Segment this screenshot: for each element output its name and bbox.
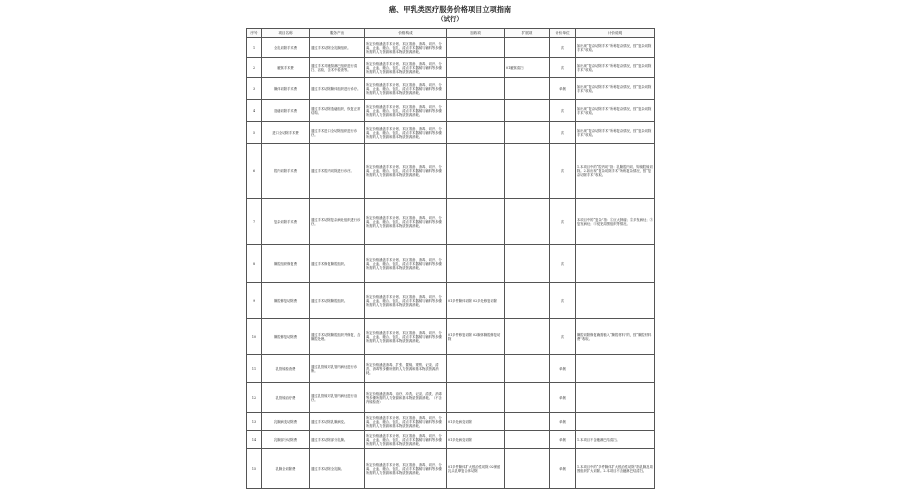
cell-note: 本项目中的“复杂”指：①巨大肿瘤；②多发病灶；③复发病灶；④侵犯周围组织等情况。 — [576, 199, 655, 245]
cell-output: 通过乳管镜对乳管内病灶进行诊断。 — [310, 355, 365, 383]
cell-output: 通过手术切除腺腔组织。 — [310, 283, 365, 319]
cell-note: 1.本项目不含腋淋巴结清扫。 — [576, 431, 655, 449]
table-row — [247, 245, 655, 283]
pricing-table — [246, 28, 655, 489]
cell-no: 1 — [247, 38, 262, 58]
cell-surcharge — [447, 383, 505, 413]
cell-no: 6 — [247, 144, 262, 199]
cell-no: 4 — [247, 100, 262, 122]
cell-surcharge: 01多件腺体切除 02多处修复切除 — [447, 283, 505, 319]
cell-name: 腺腔修复切除费 — [262, 283, 310, 319]
cell-extension — [505, 413, 550, 431]
cell-unit: 次 — [550, 58, 576, 78]
cell-extension — [505, 144, 550, 199]
table-row — [247, 38, 655, 58]
cell-cost: 所定价格涵盖手术计划、术区准备、消毒、切开、分离、止血、缝合、包扎、清点手术器械与辅料等步骤所需的人力资源和基本物质资源消耗。 — [365, 144, 447, 199]
cell-extension — [505, 449, 550, 489]
cell-note — [576, 413, 655, 431]
cell-unit: 单侧 — [550, 78, 576, 100]
cell-cost: 所定价格涵盖手术计划、术区准备、消毒、切开、分离、止血、缝合、包扎、清点手术器械与辅料等步骤所需的人力资源和基本物质资源消耗。 — [365, 319, 447, 355]
cell-cost: 所定价格涵盖手术计划、术区准备、消毒、切开、分离、止血、缝合、包扎、清点手术器械与辅料等步骤所需的人力资源和基本物质资源消耗。 — [365, 245, 447, 283]
table-row — [247, 355, 655, 383]
cell-unit: 次 — [550, 283, 576, 319]
cell-unit: 单侧 — [550, 383, 576, 413]
cell-extension: 01腋窝清扫 — [505, 58, 550, 78]
header-surcharge: 加收项 — [447, 29, 505, 38]
document-page — [244, 0, 656, 500]
cell-extension — [505, 319, 550, 355]
cell-no: 13 — [247, 413, 262, 431]
cell-surcharge: 01多件腺体扩大根治性切除 02保留乳头乳晕复合体切除 — [447, 449, 505, 489]
cell-name: 全乳切除手术费 — [262, 38, 310, 58]
header-name: 项目名称 — [262, 29, 310, 38]
cell-surcharge — [447, 199, 505, 245]
cell-no: 10 — [247, 319, 262, 355]
cell-name: 乳腺部分切除费 — [262, 431, 310, 449]
cell-no: 11 — [247, 355, 262, 383]
cell-name: 乳管镜检查费 — [262, 355, 310, 383]
cell-note — [576, 355, 655, 383]
table-row — [247, 283, 655, 319]
header-extension: 扩展项 — [505, 29, 550, 38]
cell-cost: 所定价格涵盖手术计划、术区准备、消毒、切开、分离、止血、缝合、包扎、清点手术器械与辅料等步骤所需的人力资源和基本物质资源消耗。 — [365, 122, 447, 144]
cell-note: 如出现“复杂切除手术”所称复杂情况，按“复杂切除手术”收取。 — [576, 122, 655, 144]
table-row — [247, 122, 655, 144]
cell-unit: 次 — [550, 100, 576, 122]
cell-output: 通过手术腔内切除进行诊疗。 — [310, 144, 365, 199]
cell-note: 腺腔切除修复确需植入“腺腔材料”的，按“腺腔材料费”收取。 — [576, 319, 655, 355]
cell-name: 乳腺病变切除费 — [262, 413, 310, 431]
cell-extension — [505, 355, 550, 383]
cell-extension — [505, 122, 550, 144]
cell-cost: 所定价格涵盖手术计划、术区准备、消毒、切开、分离、止血、缝合、包扎、清点手术器械与辅料等步骤所需的人力资源和基本物质资源消耗。 — [365, 199, 447, 245]
cell-no: 8 — [247, 245, 262, 283]
cell-note: 1.本项目中的“腔内切”指：乳腺腔内切、钩镜腔镜切除。2.如出现“复杂切除手术”所称复杂情况，按“复杂切除手术”收取。 — [576, 144, 655, 199]
cell-extension — [505, 283, 550, 319]
cell-note: 如出现“复杂切除手术”所称复杂情况，按“复杂切除手术”收取。 — [576, 38, 655, 58]
cell-cost: 所定价格涵盖手术计划、术区准备、消毒、切开、分离、止血、缝合、包扎、清点手术器械与辅料等步骤所需的人力资源和基本物质资源消耗。 — [365, 78, 447, 100]
cell-output: 通过手术切除腺腔组织并修复，含腺腔处理。 — [310, 319, 365, 355]
cell-extension — [505, 199, 550, 245]
document-subtitle: （试行） — [437, 15, 463, 23]
cell-output: 通过手术切除全乳腺组织。 — [310, 38, 365, 58]
cell-unit: 次 — [550, 199, 576, 245]
cell-note: 如出现“复杂切除手术”所称复杂情况，按“复杂切除手术”收取。 — [576, 58, 655, 78]
cell-no: 14 — [247, 431, 262, 449]
cell-surcharge — [447, 78, 505, 100]
cell-cost: 所定价格涵盖手术计划、术区准备、消毒、切开、分离、止血、缝合、包扎、清点手术器械与辅料等步骤所需的人力资源和基本物质资源消耗。 — [365, 413, 447, 431]
cell-note: 1.本项目中的“多件腺体扩大根治性切除”指乳腺及周围组织扩大切除。2.本项目不含腋淋巴结清扫。 — [576, 449, 655, 489]
cell-surcharge — [447, 122, 505, 144]
table-row — [247, 78, 655, 100]
cell-output: 通过手术切除部分乳腺。 — [310, 431, 365, 449]
cell-unit: 次 — [550, 245, 576, 283]
cell-surcharge: 01多处病变切除 — [447, 431, 505, 449]
cell-unit: 单侧 — [550, 431, 576, 449]
table-row — [247, 383, 655, 413]
cell-no: 9 — [247, 283, 262, 319]
cell-surcharge — [447, 355, 505, 383]
cell-extension — [505, 383, 550, 413]
cell-note — [576, 245, 655, 283]
cell-surcharge — [447, 58, 505, 78]
cell-name: 乳管镜治疗费 — [262, 383, 310, 413]
cell-output: 通过手术切除腺体组织进行诊疗。 — [310, 78, 365, 100]
cell-surcharge: 01多件修复切除 02腺体腺腔修复切除 — [447, 319, 505, 355]
cell-cost: 所定价格涵盖消毒、扩张、置镜、观察、记录、清洗、消毒等步骤所需的人力资源和基本物质资源消耗。 — [365, 355, 447, 383]
cell-note: 如出现“复杂切除手术”所称复杂情况，按“复杂切除手术”收取。 — [576, 100, 655, 122]
cell-extension — [505, 431, 550, 449]
cell-output: 通过手术切除造瘘组织，恢复正常结构。 — [310, 100, 365, 122]
cell-no: 15 — [247, 449, 262, 489]
cell-name: 腺腔修复切除费 — [262, 319, 310, 355]
cell-output: 通过手术进口全切除组织进行诊疗。 — [310, 122, 365, 144]
cell-unit: 次 — [550, 38, 576, 58]
cell-no: 2 — [247, 58, 262, 78]
table-row — [247, 58, 655, 78]
cell-note — [576, 283, 655, 319]
table-row — [247, 100, 655, 122]
header-cost: 价格构成 — [365, 29, 447, 38]
cell-extension — [505, 100, 550, 122]
cell-output: 通过手术修复腺腔组织。 — [310, 245, 365, 283]
cell-cost: 所定价格涵盖消毒、治疗、冲洗、记录、清洗、消毒等步骤所需的人力资源和基本物质资源消耗。（不含内镜检查） — [365, 383, 447, 413]
cell-output: 通过手术切除全乳腺。 — [310, 449, 365, 489]
cell-no: 3 — [247, 78, 262, 100]
table-body — [247, 38, 655, 489]
cell-unit: 次 — [550, 319, 576, 355]
cell-cost: 所定价格涵盖手术计划、术区准备、消毒、切开、分离、止血、缝合、包扎、清点手术器械与辅料等步骤所需的人力资源和基本物质资源消耗。 — [365, 431, 447, 449]
cell-note — [576, 383, 655, 413]
cell-surcharge: 01多处病变切除 — [447, 413, 505, 431]
table-row — [247, 413, 655, 431]
cell-name: 腺体切除手术费 — [262, 78, 310, 100]
cell-unit: 次 — [550, 122, 576, 144]
cell-no: 5 — [247, 122, 262, 144]
cell-no: 7 — [247, 199, 262, 245]
cell-surcharge — [447, 100, 505, 122]
cell-name: 造瘘切除手术费 — [262, 100, 310, 122]
cell-output: 通过手术切除复杂病灶组织进行诊疗。 — [310, 199, 365, 245]
cell-surcharge — [447, 245, 505, 283]
cell-surcharge — [447, 38, 505, 58]
cell-name: 复杂切除手术费 — [262, 199, 310, 245]
cell-unit: 单侧 — [550, 413, 576, 431]
cell-unit: 单侧 — [550, 355, 576, 383]
cell-extension — [505, 78, 550, 100]
header-no: 序号 — [247, 29, 262, 38]
header-note: 计价说明 — [576, 29, 655, 38]
cell-cost: 所定价格涵盖手术计划、术区准备、消毒、切开、分离、止血、缝合、包扎、清点手术器械与辅料等步骤所需的人力资源和基本物质资源消耗。 — [365, 283, 447, 319]
header-output: 服务产出 — [310, 29, 365, 38]
table-row — [247, 199, 655, 245]
cell-no: 12 — [247, 383, 262, 413]
document-title: 癌、甲乳类医疗服务价格项目立项指南 — [388, 5, 512, 14]
cell-name: 腺腔组织修复费 — [262, 245, 310, 283]
table-row — [247, 431, 655, 449]
cell-surcharge — [447, 144, 505, 199]
cell-name: 乳腺全切除费 — [262, 449, 310, 489]
cell-extension — [505, 38, 550, 58]
cell-unit: 单侧 — [550, 449, 576, 489]
cell-unit: 次 — [550, 144, 576, 199]
cell-cost: 所定价格涵盖手术计划、术区准备、消毒、切开、分离、止血、缝合、包扎、清点手术器械与辅料等步骤所需的人力资源和基本物质资源消耗。 — [365, 38, 447, 58]
cell-extension — [505, 245, 550, 283]
cell-output: 通过手术切除乳腺病变。 — [310, 413, 365, 431]
cell-note: 如出现“复杂切除手术”所称复杂情况，按“复杂切除手术”收取。 — [576, 78, 655, 100]
cell-cost: 所定价格涵盖手术计划、术区准备、消毒、切开、分离、止血、缝合、包扎、清点手术器械与辅料等步骤所需的人力资源和基本物质资源消耗。 — [365, 100, 447, 122]
table-row — [247, 449, 655, 489]
table-header-row — [247, 29, 655, 38]
cell-cost: 所定价格涵盖手术计划、术区准备、消毒、切开、分离、止血、缝合、包扎、清点手术器械与辅料等步骤所需的人力资源和基本物质资源消耗。 — [365, 58, 447, 78]
table-row — [247, 144, 655, 199]
cell-cost: 所定价格涵盖手术计划、术区准备、消毒、切开、分离、止血、缝合、包扎、清点手术器械与辅料等步骤所需的人力资源和基本物质资源消耗。 — [365, 449, 447, 489]
cell-output: 通过手术对腋窝淋巴组织进行清扫、活检，含术中检查等。 — [310, 58, 365, 78]
cell-output: 通过乳管镜对乳管内病灶进行治疗。 — [310, 383, 365, 413]
cell-name: 腔内切除手术费 — [262, 144, 310, 199]
header-unit: 计价单位 — [550, 29, 576, 38]
cell-name: 腋窝手术费 — [262, 58, 310, 78]
cell-name: 进口全切除手术费 — [262, 122, 310, 144]
table-row — [247, 319, 655, 355]
